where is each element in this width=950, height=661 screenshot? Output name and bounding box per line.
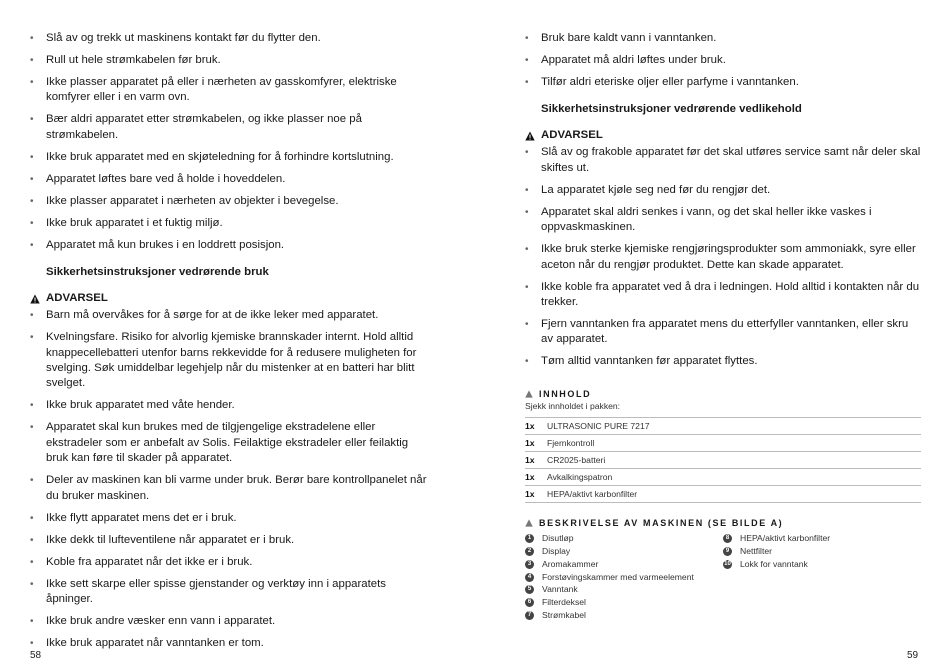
list-item — [525, 609, 723, 622]
warning-label — [525, 128, 921, 143]
list-item: • Koble fra apparatet når det ikke er i bruk. — [30, 555, 430, 570]
list-item: • Tøm alltid vanntanken før apparatet flyttes. — [525, 354, 921, 369]
list-item — [723, 532, 830, 545]
warning-text: ADVARSEL — [46, 292, 108, 305]
list-item: • Ikke bruk sterke kjemiske rengjøringsprodukter som ammoniakk, syre eller aceton når du rengjør produktet. Dette kan skade apparatet. — [525, 242, 921, 273]
list-item: • Ikke bruk apparatet når vanntanken er tom. — [30, 636, 430, 651]
warning-text: ADVARSEL — [541, 129, 603, 142]
qty-cell: 1x — [525, 468, 547, 485]
part-label: HEPA/aktivt karbonfilter — [740, 532, 831, 543]
right-bullets-bottom — [525, 145, 921, 369]
left-bullets-top — [30, 31, 430, 253]
list-item: • Bruk bare kaldt vann i vanntanken. — [525, 31, 921, 46]
right-bullets-top — [525, 31, 921, 90]
list-item: • Apparatet skal aldri senkes i vann, og det skal heller ikke vaskes i oppvaskmaskinen. — [525, 205, 921, 236]
qty-cell: 1x — [525, 485, 547, 502]
list-item: • Fjern vanntanken fra apparatet mens du etterfyller vanntanken, eller skru av apparatet. — [525, 317, 921, 348]
part-label: Filterdeksel — [542, 597, 586, 608]
warning-icon — [525, 131, 535, 141]
part-label: Display — [542, 545, 571, 556]
part-label: Lokk for vanntank — [740, 558, 808, 569]
part-label: Forstøvingskammer med varmeelement — [542, 571, 694, 582]
list-item: • Ikke sett skarpe eller spisse gjenstander og verktøy inn i apparatets åpninger. — [30, 577, 430, 608]
triangle-marker-icon — [525, 519, 533, 527]
qty-cell: 1x — [525, 417, 547, 434]
number-badge: 10 — [724, 560, 731, 567]
table-row — [525, 451, 921, 468]
list-item: • Rull ut hele strømkabelen før bruk. — [30, 53, 430, 68]
contents-section — [525, 388, 921, 503]
item-cell: Fjernkontroll — [547, 434, 921, 451]
contents-title-text: INNHOLD — [539, 388, 592, 399]
list-item: • Ikke bruk andre væsker enn vann i apparatet. — [30, 614, 430, 629]
parts-title — [525, 517, 921, 529]
table-row — [525, 417, 921, 434]
page-number-left: 58 — [30, 650, 42, 661]
parts-section — [525, 517, 921, 622]
table-row — [525, 468, 921, 485]
list-item: • Deler av maskinen kan bli varme under bruk. Berør bare kontrollpanelet når du bruker maskinen. — [30, 473, 430, 504]
parts-column-2 — [723, 532, 830, 622]
list-item: • Apparatet skal kun brukes med de tilgjengelige ekstradelene eller ekstradeler som er anbefalt av Solis. Feilaktige ekstradeler eller feilaktig bruk kan føre til skader på apparatet. — [30, 420, 430, 466]
item-cell: CR2025-batteri — [547, 451, 921, 468]
part-label: Vanntank — [542, 584, 578, 595]
item-cell: ULTRASONIC PURE 7217 — [547, 417, 921, 434]
list-item: • Bær aldri apparatet etter strømkabelen, og ikke plasser noe på strømkabelen. — [30, 112, 430, 143]
list-item: • Kvelningsfare. Risiko for alvorlig kjemiske brannskader internt. Hold alltid knappecellebatteri utenfor barns rekkevidde for å redusere muligheten for svelging. Søk umiddelbar legehjelp når du mistenker at en batteri har blitt svelget. — [30, 330, 430, 392]
list-item — [525, 571, 723, 584]
list-item — [525, 545, 723, 558]
list-item — [525, 532, 723, 545]
list-item — [723, 545, 830, 558]
warning-label — [30, 291, 430, 306]
table-row — [525, 434, 921, 451]
number-badge: 9 — [723, 547, 732, 556]
number-badge: 3 — [525, 560, 534, 569]
list-item — [525, 558, 723, 571]
item-cell: Avkalkingspatron — [547, 468, 921, 485]
number-badge: 8 — [723, 534, 732, 543]
part-label: Strømkabel — [542, 610, 586, 621]
part-label: Disutløp — [542, 532, 574, 543]
triangle-marker-icon — [525, 390, 533, 398]
qty-cell: 1x — [525, 434, 547, 451]
list-item: • Apparatet må kun brukes i en loddrett posisjon. — [30, 238, 430, 253]
list-item: • Ikke flytt apparatet mens det er i bruk. — [30, 511, 430, 526]
list-item: • Apparatet må aldri løftes under bruk. — [525, 53, 921, 68]
parts-title-text: BESKRIVELSE AV MASKINEN (SE BILDE A) — [539, 517, 784, 528]
list-item: • La apparatet kjøle seg ned før du rengjør det. — [525, 183, 921, 198]
maintenance-safety-heading: Sikkerhetsinstruksjoner vedrørende vedlikehold — [541, 103, 802, 116]
number-badge: 4 — [525, 573, 534, 582]
left-page — [30, 31, 430, 658]
left-bullets-bottom — [30, 308, 430, 651]
contents-table — [525, 417, 921, 503]
number-badge: 1 — [525, 534, 534, 543]
item-cell: HEPA/aktivt karbonfilter — [547, 485, 921, 502]
list-item: • Apparatet løftes bare ved å holde i hoveddelen. — [30, 172, 430, 187]
contents-subtitle: Sjekk innholdet i pakken: — [525, 400, 621, 411]
part-label: Aromakammer — [542, 558, 599, 569]
list-item: • Barn må overvåkes for å sørge for at de ikke leker med apparatet. — [30, 308, 430, 323]
list-item — [723, 558, 830, 571]
list-item: • Ikke plasser apparatet på eller i nærheten av gasskomfyrer, elektriske komfyrer eller i en varm ovn. — [30, 75, 430, 106]
page-number-right: 59 — [907, 650, 919, 661]
warning-icon — [30, 294, 40, 304]
usage-safety-heading: Sikkerhetsinstruksjoner vedrørende bruk — [46, 266, 269, 279]
list-item: • Ikke koble fra apparatet ved å dra i ledningen. Hold alltid i kontakten når du trekker. — [525, 280, 921, 311]
list-item — [525, 596, 723, 609]
list-item — [525, 583, 723, 596]
number-badge: 6 — [525, 598, 534, 607]
list-item: • Tilfør aldri eteriske oljer eller parfyme i vanntanken. — [525, 75, 921, 90]
list-item: • Ikke bruk apparatet med en skjøteledning for å forhindre kortslutning. — [30, 150, 430, 165]
parts-column-1 — [525, 532, 723, 622]
parts-list — [525, 532, 921, 622]
right-page — [525, 31, 921, 622]
number-badge: 2 — [525, 547, 534, 556]
qty-cell: 1x — [525, 451, 547, 468]
list-item: • Slå av og trekk ut maskinens kontakt før du flytter den. — [30, 31, 430, 46]
number-badge: 5 — [525, 585, 534, 594]
list-item: • Ikke bruk apparatet i et fuktig miljø. — [30, 216, 430, 231]
list-item: • Ikke plasser apparatet i nærheten av objekter i bevegelse. — [30, 194, 430, 209]
list-item: • Ikke dekk til lufteventilene når apparatet er i bruk. — [30, 533, 430, 548]
part-label: Nettfilter — [740, 545, 772, 556]
list-item: • Ikke bruk apparatet med våte hender. — [30, 398, 430, 413]
number-badge: 7 — [525, 611, 534, 620]
contents-title — [525, 388, 921, 400]
list-item: • Slå av og frakoble apparatet før det skal utføres service samt når deler skal skiftes ut. — [525, 145, 921, 176]
table-row — [525, 485, 921, 502]
